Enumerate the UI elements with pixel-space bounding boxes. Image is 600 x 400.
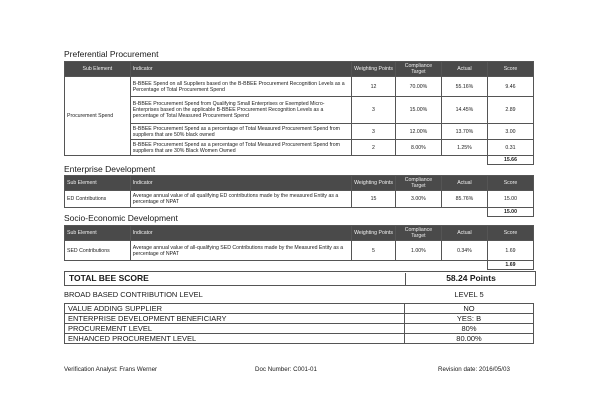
score-cell: 0.31 <box>487 140 533 156</box>
status-value: YES: B <box>405 314 534 324</box>
target-cell: 12.00% <box>395 124 441 140</box>
status-row <box>65 314 534 324</box>
col-indicator: Indicator <box>130 176 351 191</box>
preferential-total: 15.66 <box>487 156 533 165</box>
contribution-level-value: LEVEL 5 <box>454 290 484 299</box>
status-value: 80% <box>405 324 534 334</box>
indicator-cell: Average annual value of all qualifying ED contributions made by the measured Entity as a percentage of NPAT <box>130 191 351 208</box>
actual-cell: 0.34% <box>441 241 487 261</box>
total-bee-score-label: TOTAL BEE SCORE <box>69 273 149 283</box>
indicator-cell: B-BBEE Procurement Spend from Qualifying Small Enterprises or Exempted Micro-Enterprises based on the applicable B-BBEE Procurement Recognition Levels as a percentage of Total Measured Procurement Spend <box>130 97 351 124</box>
col-target: Compliance Target <box>395 62 441 77</box>
target-cell: 1.00% <box>395 241 441 261</box>
col-sub-element: Sub Element <box>65 226 131 241</box>
col-actual: Actual <box>441 176 487 191</box>
status-row <box>65 304 534 314</box>
preferential-heading: Preferential Procurement <box>64 49 159 59</box>
status-label: ENHANCED PROCUREMENT LEVEL <box>65 334 405 344</box>
status-row <box>65 334 534 344</box>
footer-revision-date: Revision date: 2016/05/03 <box>438 366 510 373</box>
sub-element-cell: SED Contributions <box>65 241 131 261</box>
status-value: 80.00% <box>405 334 534 344</box>
total-bee-score-value: 58.24 Points <box>405 273 536 286</box>
table-row <box>65 191 534 208</box>
col-weighting: Weighting Points <box>352 62 396 77</box>
socio-total: 1.69 <box>487 261 533 270</box>
col-sub-element: Sub Element <box>65 62 131 77</box>
indicator-cell: B-BBEE Spend on all Suppliers based on the B-BBEE Procurement Recognition Levels as a Percentage of Total Procurement Spend <box>130 77 351 97</box>
col-score: Score <box>487 226 533 241</box>
status-label: PROCUREMENT LEVEL <box>65 324 405 334</box>
weighting-cell: 12 <box>352 77 396 97</box>
col-weighting: Weighting Points <box>352 226 396 241</box>
footer-analyst: Verification Analyst: Frans Werner <box>64 366 158 373</box>
table-header-row <box>65 62 534 77</box>
weighting-cell: 15 <box>352 191 396 208</box>
col-target: Compliance Target <box>395 176 441 191</box>
score-cell: 2.89 <box>487 97 533 124</box>
col-weighting: Weighting Points <box>352 176 396 191</box>
target-cell: 8.00% <box>395 140 441 156</box>
table-row <box>65 241 534 261</box>
col-indicator: Indicator <box>130 226 351 241</box>
enterprise-heading: Enterprise Development <box>64 164 156 174</box>
total-bee-score-row <box>64 271 536 286</box>
table-row <box>65 77 534 97</box>
actual-cell: 85.76% <box>441 191 487 208</box>
target-cell: 15.00% <box>395 97 441 124</box>
score-cell: 1.69 <box>487 241 533 261</box>
sub-element-cell: Procurement Spend <box>65 77 131 156</box>
socio-heading: Socio-Economic Development <box>64 213 178 223</box>
weighting-cell: 5 <box>352 241 396 261</box>
table-header-row <box>65 226 534 241</box>
contribution-level-label: BROAD BASED CONTRIBUTION LEVEL <box>64 290 203 299</box>
indicator-cell: B-BBEE Procurement Spend as a percentage of Total Measured Procurement Spend from suppliers that are 50% black owned <box>130 124 351 140</box>
target-cell: 70.00% <box>395 77 441 97</box>
total-row <box>65 261 534 270</box>
status-value: NO <box>405 304 534 314</box>
col-score: Score <box>487 62 533 77</box>
enterprise-table <box>64 175 534 217</box>
col-score: Score <box>487 176 533 191</box>
col-actual: Actual <box>441 226 487 241</box>
actual-cell: 55.16% <box>441 77 487 97</box>
target-cell: 3.00% <box>395 191 441 208</box>
footer-doc-number: Doc Number: C001-01 <box>255 366 317 373</box>
table-row <box>65 140 534 156</box>
socio-table <box>64 225 534 270</box>
col-sub-element: Sub Element <box>65 176 131 191</box>
col-actual: Actual <box>441 62 487 77</box>
col-indicator: Indicator <box>130 62 351 77</box>
status-label: ENTERPRISE DEVELOPMENT BENEFICIARY <box>65 314 405 324</box>
status-table <box>64 303 534 344</box>
sub-element-cell: ED Contributions <box>65 191 131 208</box>
actual-cell: 1.25% <box>441 140 487 156</box>
table-header-row <box>65 176 534 191</box>
actual-cell: 13.70% <box>441 124 487 140</box>
indicator-cell: Average annual value of all-qualifying SED Contributions made by the Measured Entity as a percentage of NPAT <box>130 241 351 261</box>
col-target: Compliance Target <box>395 226 441 241</box>
table-row <box>65 97 534 124</box>
weighting-cell: 2 <box>352 140 396 156</box>
score-cell: 15.00 <box>487 191 533 208</box>
status-row <box>65 324 534 334</box>
indicator-cell: B-BBEE Procurement Spend as a percentage of Total Measured Procurement Spend from suppliers that are 30% Black Women Owned <box>130 140 351 156</box>
preferential-table <box>64 61 534 165</box>
score-cell: 9.46 <box>487 77 533 97</box>
weighting-cell: 3 <box>352 124 396 140</box>
actual-cell: 14.45% <box>441 97 487 124</box>
score-cell: 3.00 <box>487 124 533 140</box>
weighting-cell: 3 <box>352 97 396 124</box>
status-label: VALUE ADDING SUPPLIER <box>65 304 405 314</box>
enterprise-total: 15.00 <box>487 208 533 217</box>
table-row <box>65 124 534 140</box>
